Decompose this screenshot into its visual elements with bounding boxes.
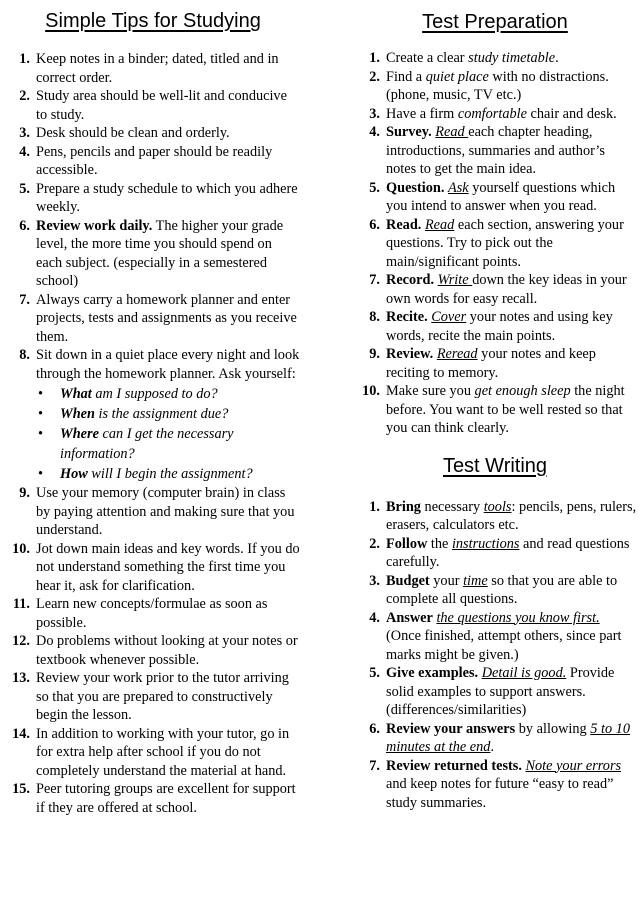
item-number: 15. xyxy=(12,781,30,797)
list-item xyxy=(352,535,638,572)
test-preparation-list xyxy=(352,49,638,438)
item-text: Desk should be clean and orderly. xyxy=(36,125,230,141)
item-text-rest: (Once finished, attempt others, since part marks might be given.) xyxy=(386,628,622,663)
list-item xyxy=(6,291,300,347)
item-bold-text: Review. xyxy=(386,346,434,362)
item-number: 5. xyxy=(369,179,380,196)
item-number: 12. xyxy=(12,633,30,649)
bullet-dot-icon: • xyxy=(38,406,44,422)
bullet-item xyxy=(36,404,300,424)
item-number: 9. xyxy=(369,346,380,362)
item-number: 1. xyxy=(369,498,380,515)
list-item xyxy=(352,179,638,216)
item-text: Keep notes in a binder; dated, titled and in correct order. xyxy=(36,51,279,86)
list-item xyxy=(6,725,300,781)
question-bullets xyxy=(36,384,300,484)
list-item xyxy=(6,87,300,124)
item-text: Create a clear xyxy=(386,50,469,66)
item-number: 6. xyxy=(369,216,380,233)
list-item xyxy=(352,720,638,757)
list-item xyxy=(352,216,638,272)
item-text: Peer tutoring groups are excellent for support if they are offered at school. xyxy=(36,781,296,816)
item-underlined-text: Reread xyxy=(436,346,478,362)
bullet-item xyxy=(36,464,300,484)
item-underlined-text: Detail is good. xyxy=(481,665,567,681)
bullet-dot-icon: • xyxy=(38,426,44,442)
item-text-rest: down the key ideas in your own words for easy recall. xyxy=(386,272,627,307)
list-item xyxy=(6,346,300,484)
item-text-rest: Provide solid examples to support answers.(differences/similarities) xyxy=(386,665,615,718)
item-text: Use your memory (computer brain) in class by paying attention and making sure that you understand. xyxy=(36,485,295,538)
item-underlined-text: Note your errors xyxy=(525,757,622,774)
item-bold-text: Answer xyxy=(386,609,433,626)
list-item xyxy=(6,180,300,217)
item-bold-text: Budget xyxy=(386,572,430,589)
item-italic-text: quiet place xyxy=(425,68,489,85)
item-text: Do problems without looking at your notes or textbook whenever possible. xyxy=(36,633,298,668)
item-number: 2. xyxy=(369,535,380,552)
item-underlined-text: 5 to 10 minutes at the end xyxy=(386,720,630,755)
bullet-text: am I supposed to do? xyxy=(91,386,218,402)
list-item xyxy=(352,49,638,68)
list-item xyxy=(352,68,638,105)
item-number: 4. xyxy=(19,143,30,160)
item-number: 6. xyxy=(369,720,380,737)
item-number: 3. xyxy=(369,105,380,122)
item-bold-text: Question. xyxy=(386,179,445,196)
item-number: 10. xyxy=(362,383,380,399)
item-text: Review your work prior to the tutor arriving so that you are prepared to constructively begin the lesson. xyxy=(36,670,289,723)
item-number: 4. xyxy=(369,124,380,140)
item-text: your xyxy=(429,572,464,589)
item-number: 6. xyxy=(19,217,30,234)
item-text: Find a xyxy=(386,68,426,85)
item-bold-text: Survey. xyxy=(386,124,432,140)
item-bold-text: Review returned tests. xyxy=(386,757,522,774)
list-item xyxy=(6,540,300,596)
bullet-text: is the assignment due? xyxy=(94,406,229,422)
item-number: 8. xyxy=(19,347,30,363)
item-text: by allowing xyxy=(515,720,591,737)
list-item xyxy=(352,664,638,720)
list-item xyxy=(352,308,638,345)
list-item xyxy=(6,595,300,632)
item-text: Always carry a homework planner and enter projects, tests and assignments as you receive them. xyxy=(36,291,297,345)
item-number: 1. xyxy=(369,50,380,66)
item-underlined-text: Ask xyxy=(447,179,469,196)
item-text: The higher your grade level, the more time you should spend on each subject. (especially in a semestered school) xyxy=(36,217,284,289)
item-bold-text: Review work daily. xyxy=(36,217,153,234)
item-number: 1. xyxy=(19,51,30,67)
item-number: 2. xyxy=(19,88,30,104)
list-item xyxy=(352,609,638,665)
item-text-rest: each chapter heading, introductions, summaries and author’s notes to get the main idea. xyxy=(386,124,605,177)
item-text-rest: : pencils, pens, rulers, erasers, calculators etc. xyxy=(386,498,637,533)
bullet-text: will I begin the assignment? xyxy=(87,466,253,482)
item-text: Study area should be well-lit and conducive to study. xyxy=(36,88,287,123)
list-item xyxy=(6,632,300,669)
item-number: 7. xyxy=(369,272,380,288)
item-number: 3. xyxy=(369,572,380,589)
bullet-text: can I get the necessary information? xyxy=(60,426,234,462)
list-item xyxy=(352,271,638,308)
item-bold-text: Recite. xyxy=(386,309,428,325)
item-bold-text: Record. xyxy=(386,272,435,288)
item-bold-text: Read. xyxy=(386,216,422,233)
item-bold-text: Follow xyxy=(386,535,428,552)
list-item xyxy=(6,124,300,143)
study-tips-column xyxy=(6,0,300,817)
item-number: 3. xyxy=(19,125,30,141)
item-text-rest: each section, answering your questions. Try to pick out the main/significant points. xyxy=(386,216,624,270)
item-underlined-text: time xyxy=(463,572,488,589)
item-underlined-text: Write xyxy=(437,272,473,288)
item-number: 4. xyxy=(369,609,380,626)
list-item xyxy=(352,498,638,535)
list-item xyxy=(352,105,638,124)
item-number: 7. xyxy=(19,291,30,308)
bullet-dot-icon: • xyxy=(38,466,44,482)
item-bold-text: Review your answers xyxy=(386,720,516,737)
bullet-bold-text: When xyxy=(60,406,95,422)
item-text-rest: . xyxy=(555,50,559,66)
item-number: 8. xyxy=(369,309,380,325)
item-text: Have a firm xyxy=(386,105,458,122)
item-number: 13. xyxy=(12,670,30,686)
item-text-rest: so that you are able to complete all questions. xyxy=(386,572,618,607)
list-item xyxy=(352,123,638,179)
item-underlined-text: tools xyxy=(483,498,512,515)
list-item xyxy=(6,50,300,87)
item-italic-text: study timetable xyxy=(468,50,556,66)
item-number: 10. xyxy=(12,540,30,557)
study-tips-title: Simple Tips for Studying xyxy=(45,10,261,32)
item-italic-text: comfortable xyxy=(457,105,527,122)
item-text: Jot down main ideas and key words. If you do not understand something the first time you hear it, ask for clarification. xyxy=(36,540,300,594)
list-item xyxy=(6,780,300,817)
test-writing-list xyxy=(352,498,638,813)
item-text: the xyxy=(427,535,452,552)
item-number: 9. xyxy=(19,485,30,501)
item-number: 7. xyxy=(369,757,380,774)
item-text-rest: with no distractions. (phone, music, TV etc.) xyxy=(386,68,609,103)
item-text-rest: and read questions carefully. xyxy=(386,535,630,570)
list-item xyxy=(352,572,638,609)
test-column xyxy=(352,0,638,812)
item-number: 5. xyxy=(369,665,380,681)
bullet-bold-text: How xyxy=(60,466,88,482)
item-text-rest: your notes and using key words, recite the main points. xyxy=(386,309,613,344)
test-preparation-title: Test Preparation xyxy=(422,11,568,33)
item-underlined-text: Read xyxy=(435,124,469,140)
item-text-rest: and keep notes for future “easy to read” study summaries. xyxy=(386,776,614,811)
bullet-item xyxy=(36,424,300,464)
item-underlined-text: instructions xyxy=(451,535,520,552)
item-text-rest: . xyxy=(490,739,495,755)
item-number: 2. xyxy=(369,68,380,85)
item-text-rest: yourself questions which you intend to answer when you read. xyxy=(386,179,616,214)
bullet-item xyxy=(36,384,300,404)
item-underlined-text: the questions you know first. xyxy=(436,609,600,626)
item-text: Make sure you xyxy=(386,383,475,399)
item-text: In addition to working with your tutor, go in for extra help after school if you do not completely understand the material at hand. xyxy=(36,725,290,779)
bullet-bold-text: What xyxy=(60,386,92,402)
test-writing-title: Test Writing xyxy=(442,454,548,477)
item-number: 14. xyxy=(12,725,30,742)
bullet-dot-icon: • xyxy=(38,386,44,402)
item-text: Prepare a study schedule to which you adhere weekly. xyxy=(36,180,298,215)
item-number: 11. xyxy=(12,596,30,612)
list-item xyxy=(6,669,300,725)
item-text: Learn new concepts/formulae as soon as possible. xyxy=(36,596,268,631)
item-underlined-text: Read xyxy=(424,216,455,233)
item-bold-text: Give examples. xyxy=(386,665,479,681)
item-text-rest: your notes and keep reciting to memory. xyxy=(386,346,596,381)
list-item xyxy=(6,217,300,291)
list-item xyxy=(352,345,638,382)
item-text: necessary xyxy=(420,498,484,515)
item-italic-text: get enough sleep xyxy=(474,383,571,399)
bullet-bold-text: Where xyxy=(60,426,99,442)
item-text-rest: chair and desk. xyxy=(526,105,617,122)
item-text-rest: the night before. You want to be well rested so that you can think clearly. xyxy=(386,383,625,436)
item-number: 5. xyxy=(19,180,30,197)
item-underlined-text: Cover xyxy=(431,309,467,325)
study-tips-list xyxy=(6,50,300,817)
list-item xyxy=(6,143,300,180)
list-item xyxy=(352,382,638,438)
list-item xyxy=(6,484,300,540)
list-item xyxy=(352,757,638,813)
item-text: Sit down in a quiet place every night and look through the homework planner. Ask yourself: xyxy=(36,347,300,382)
item-bold-text: Bring xyxy=(386,498,421,515)
item-text: Pens, pencils and paper should be readily accessible. xyxy=(36,143,273,178)
